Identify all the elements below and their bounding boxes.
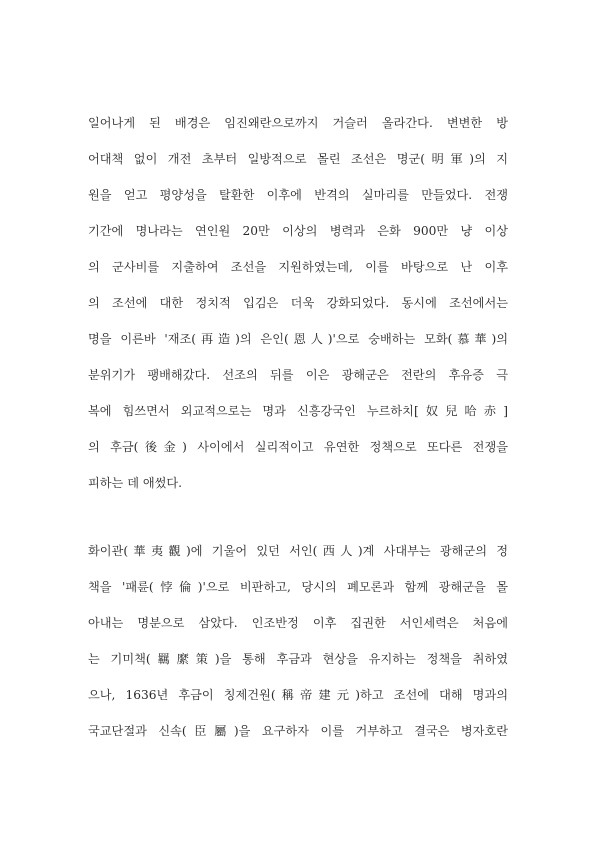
text-line: 아내는 명분으로 삼았다. 인조반정 이후 집권한 서인세력은 처음에 xyxy=(88,616,508,630)
text-line: 의 조선에 대한 정치적 입김은 더욱 강화되었다. 동시에 조선에서는 xyxy=(88,296,508,310)
text-line: 으나, 1636년 후금이 칭제건원(稱帝建元)하고 조선에 대해 명과의 xyxy=(88,688,508,702)
text-line: 어대책 없이 개전 초부터 일방적으로 몰린 조선은 명군(明軍)의 지 xyxy=(88,152,508,166)
text-line: 의 군사비를 지출하여 조선을 지원하였는데, 이를 바탕으로 난 이후 xyxy=(88,260,508,274)
text-line: 화이관(華夷觀)에 기울어 있던 서인(西人)계 사대부는 광해군의 정 xyxy=(88,544,508,558)
text-line: 의 후금(後金) 사이에서 실리적이고 유연한 정책으로 또다른 전쟁을 xyxy=(88,440,508,454)
text-line: 복에 힘쓰면서 외교적으로는 명과 신흥강국인 누르하치[奴兒哈赤] xyxy=(88,404,508,418)
text-line: 명을 이른바 '재조(再造)의 은인(恩人)'으로 숭배하는 모화(慕華)의 xyxy=(88,332,508,346)
text-line: 피하는 데 애썼다. xyxy=(88,476,183,490)
text-line: 기간에 명나라는 연인원 20만 이상의 병력과 은화 900만 냥 이상 xyxy=(88,224,508,238)
text-line: 일어나게 된 배경은 임진왜란으로까지 거슬러 올라간다. 변변한 방 xyxy=(88,116,508,130)
text-line: 책을 '패륜(悖倫)'으로 비판하고, 당시의 폐모론과 함께 광해군을 몰 xyxy=(88,580,508,594)
text-line: 분위기가 팽배해갔다. 선조의 뒤를 이은 광해군은 전란의 후유증 극 xyxy=(88,368,508,382)
text-line: 원을 얻고 평양성을 탈환한 이후에 반격의 실마리를 만들었다. 전쟁 xyxy=(88,188,508,202)
text-line: 는 기미책(羈縻策)을 통해 후금과 현상을 유지하는 정책을 취하였 xyxy=(88,652,508,666)
text-line: 국교단절과 신속(臣屬)을 요구하자 이를 거부하고 결국은 병자호란 xyxy=(88,724,508,738)
